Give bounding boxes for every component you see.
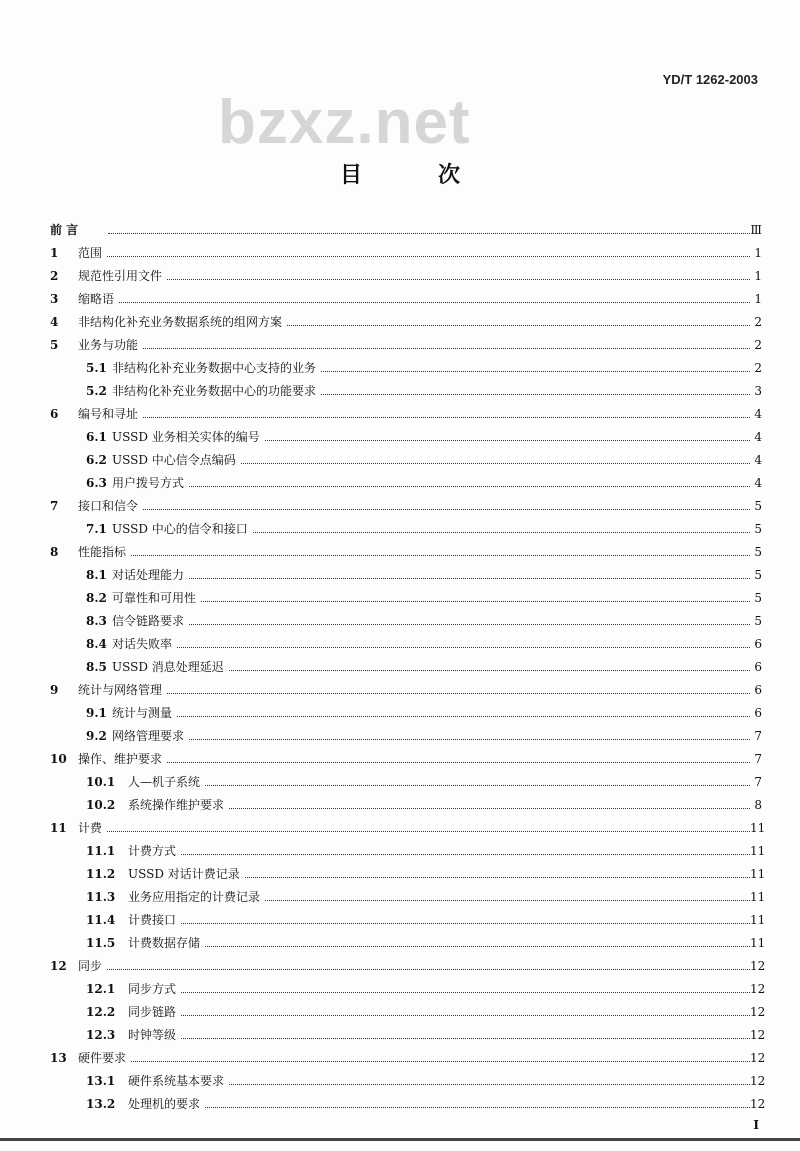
toc-entry[interactable] [0,633,800,656]
toc-entry-number: 13.1 [86,1074,116,1088]
toc-entry-page: 12 [750,1047,762,1070]
toc-entry-number: 9.1 [86,706,107,720]
toc-entry[interactable] [0,288,800,311]
toc-entry-title: 信令链路要求 [112,610,188,633]
toc-entry-page: 7 [750,725,762,748]
leader-dots [88,831,752,832]
toc-entry[interactable] [0,610,800,633]
toc-entry-page: 12 [750,1093,762,1116]
leader-dots [138,785,752,786]
toc-entry-number: 5.2 [86,384,107,398]
toc-entry-number: 7.1 [86,522,107,536]
watermark: bzxz.net [218,88,471,157]
toc-entry-page: 6 [750,633,762,656]
toc-entry-title: USSD 消息处理延迟 [112,656,228,679]
toc-entry-number: 11.5 [86,936,116,950]
toc-entry-title: 编号和寻址 [78,403,142,426]
toc-entry-number: 8.3 [86,614,107,628]
toc-entry[interactable] [0,932,800,955]
toc-entry[interactable] [0,656,800,679]
toc-entry[interactable] [0,564,800,587]
toc-entry-title: 规范性引用文件 [78,265,166,288]
toc-entry[interactable] [0,449,800,472]
leader-dots [88,302,752,303]
toc-entry-number: 5 [50,338,59,352]
leader-dots [138,946,752,947]
toc-entry[interactable] [0,1093,800,1116]
toc-entry-title: 时钟等级 [128,1024,180,1047]
toc-entry-title: USSD 业务相关实体的编号 [112,426,264,449]
toc-entry-title: 硬件要求 [78,1047,130,1070]
toc-entry-page: 12 [750,978,762,1001]
toc-entry-title: 硬件系统基本要求 [128,1070,228,1093]
toc-entry-title: 非结构化补充业务数据中心支持的业务 [112,357,320,380]
toc-entry-number: 9 [50,683,59,697]
toc-entry-page: 4 [750,403,762,426]
toc-entry-page: 11 [750,863,762,886]
leader-dots [138,992,752,993]
toc-entry-page: 6 [750,679,762,702]
toc-entry-title: 系统操作维护要求 [128,794,228,817]
toc-entry[interactable] [0,426,800,449]
toc-entry[interactable] [0,495,800,518]
toc-entry[interactable] [0,955,800,978]
leader-dots [122,739,752,740]
leader-dots [122,647,752,648]
toc-entry-page: 11 [750,886,762,909]
toc-entry[interactable] [0,702,800,725]
toc-entry[interactable] [0,242,800,265]
toc-entry-title: 同步方式 [128,978,180,1001]
toc-entry-number: 11 [50,821,67,835]
toc-entry-title: 人—机子系统 [128,771,204,794]
toc-entry[interactable] [0,1070,800,1093]
toc-entry[interactable] [0,978,800,1001]
toc-entry-number: 8 [50,545,59,559]
leader-dots [122,716,752,717]
leader-dots [88,969,752,970]
leader-dots [138,1107,752,1108]
toc-entry-number: 10 [50,752,67,766]
toc-entry-title: 范围 [78,242,106,265]
toc-entry-number: 13.2 [86,1097,116,1111]
leader-dots [138,923,752,924]
toc-entry-number: 10.1 [86,775,116,789]
toc-entry-page: 4 [750,449,762,472]
leader-dots [138,808,752,809]
toc-entry-page: 2 [750,334,762,357]
leader-dots [138,1015,752,1016]
leader-dots [122,578,752,579]
toc-entry[interactable] [0,863,800,886]
toc-entry-number: 9.2 [86,729,107,743]
toc-entry[interactable] [0,909,800,932]
toc-entry-number: 12.3 [86,1028,116,1042]
toc-entry-title: 计费接口 [128,909,180,932]
leader-dots [108,233,752,234]
toc-entry-title: 网络管理要求 [112,725,188,748]
toc-entry-title: 非结构化补充业务数据系统的组网方案 [78,311,286,334]
toc-entry-title: 处理机的要求 [128,1093,204,1116]
toc-entry-number: 6.3 [86,476,107,490]
title-char: 次 [438,163,461,188]
toc-entry-number: 11.3 [86,890,116,904]
toc-entry[interactable] [0,840,800,863]
title-char: 目 [339,163,362,188]
toc-entry[interactable] [0,1001,800,1024]
toc-entry-page: 5 [750,495,762,518]
toc-entry[interactable] [0,886,800,909]
leader-dots [88,762,752,763]
toc-entry-number: 4 [50,315,59,329]
toc-entry-number: 11.4 [86,913,116,927]
toc-entry-number: 8.4 [86,637,107,651]
toc-entry-number: 8.2 [86,591,107,605]
footer-rule [0,1138,800,1141]
toc-entry-title: 操作、维护要求 [78,748,166,771]
leader-dots [122,601,752,602]
toc-entry-title: 同步 [78,955,106,978]
toc-entry-page: 11 [750,932,762,955]
toc-entry-title: 业务与功能 [78,334,142,357]
toc-entry[interactable] [0,265,800,288]
toc-entry[interactable] [0,518,800,541]
toc-entry-title: 统计与网络管理 [78,679,166,702]
toc-entry-title: 对话失败率 [112,633,176,656]
toc-entry[interactable] [0,541,800,564]
toc-entry-title: USSD 中心的信令和接口 [112,518,252,541]
toc-entry-page: 8 [750,794,762,817]
leader-dots [138,1084,752,1085]
toc-entry-title: 对话处理能力 [112,564,188,587]
toc-entry-title: 可靠性和可用性 [112,587,200,610]
toc-entry-title: 统计与测量 [112,702,176,725]
leader-dots [88,256,752,257]
toc-entry-number: 12.2 [86,1005,116,1019]
toc-entry[interactable] [0,357,800,380]
toc-entry[interactable] [0,725,800,748]
toc-entry-title: 性能指标 [78,541,130,564]
leader-dots [122,486,752,487]
toc-entry-number: 8.1 [86,568,107,582]
toc-entry-page: 5 [750,541,762,564]
toc-entry-page: 12 [750,1024,762,1047]
page-number: I [753,1118,759,1132]
toc-entry-number: 6 [50,407,59,421]
toc-entry-page: Ⅲ [750,219,762,242]
toc-entry-page: 12 [750,1001,762,1024]
leader-dots [88,693,752,694]
toc-entry[interactable] [0,817,800,840]
toc-entry[interactable] [0,1047,800,1070]
toc-entry-title: 用户拨号方式 [112,472,188,495]
toc-entry[interactable] [0,380,800,403]
toc-entry-number: 10.2 [86,798,116,812]
toc-entry-title: 计费数据存储 [128,932,204,955]
toc-entry-page: 12 [750,1070,762,1093]
leader-dots [88,555,752,556]
toc-entry-page: 1 [750,288,762,311]
leader-dots [88,1061,752,1062]
page-title [0,162,800,190]
leader-dots [88,509,752,510]
toc-entry[interactable] [0,334,800,357]
toc-entry-title: 同步链路 [128,1001,180,1024]
toc-entry-number: 1 [50,246,59,260]
toc-entry-number: 6.1 [86,430,107,444]
toc-entry-page: 11 [750,840,762,863]
toc-entry-page: 5 [750,564,762,587]
toc-entry-page: 5 [750,518,762,541]
leader-dots [122,624,752,625]
toc-entry-page: 4 [750,426,762,449]
toc-entry-page: 11 [750,817,762,840]
leader-dots [138,1038,752,1039]
toc-entry-page: 2 [750,311,762,334]
leader-dots [88,279,752,280]
toc-entry-page: 6 [750,702,762,725]
toc-entry-title: USSD 对话计费记录 [128,863,244,886]
toc-entry[interactable] [0,771,800,794]
toc-entry-number: 7 [50,499,59,513]
toc-entry-number: 前 言 [50,223,79,237]
toc-entry[interactable] [0,679,800,702]
toc-entry-title: USSD 中心信令点编码 [112,449,240,472]
toc-entry-page: 5 [750,587,762,610]
toc-entry-number: 12.1 [86,982,116,996]
toc-entry-title: 缩略语 [78,288,118,311]
toc-entry-page: 2 [750,357,762,380]
toc-entry-title: 接口和信令 [78,495,142,518]
toc-entry[interactable] [0,587,800,610]
toc-entry-number: 12 [50,959,67,973]
toc-entry[interactable] [0,472,800,495]
toc-entry-page: 11 [750,909,762,932]
toc-entry[interactable] [0,1024,800,1047]
toc-entry-number: 2 [50,269,59,283]
standard-code-header: YD/T 1262-2003 [662,72,758,87]
toc-entry-page: 7 [750,748,762,771]
leader-dots [88,348,752,349]
toc-entry-number: 13 [50,1051,67,1065]
toc-entry-page: 1 [750,242,762,265]
toc-entry[interactable] [0,219,800,242]
toc-entry[interactable] [0,311,800,334]
toc-entry[interactable] [0,794,800,817]
toc-entry-title: 计费 [78,817,106,840]
toc-entry-page: 7 [750,771,762,794]
toc-entry-page: 5 [750,610,762,633]
toc-entry-number: 8.5 [86,660,107,674]
toc-entry-number: 6.2 [86,453,107,467]
toc-entry-number: 5.1 [86,361,107,375]
toc-entry-page: 12 [750,955,762,978]
toc-entry-page: 3 [750,380,762,403]
toc-entry-title: 计费方式 [128,840,180,863]
toc-entry-number: 11.1 [86,844,116,858]
toc-entry-title: 业务应用指定的计费记录 [128,886,264,909]
toc-entry-number: 3 [50,292,59,306]
toc-entry-number: 11.2 [86,867,116,881]
leader-dots [88,417,752,418]
toc-entry-page: 1 [750,265,762,288]
toc-entry[interactable] [0,748,800,771]
toc-entry-page: 6 [750,656,762,679]
toc-entry[interactable] [0,403,800,426]
toc-entry-page: 4 [750,472,762,495]
toc-entry-title: 非结构化补充业务数据中心的功能要求 [112,380,320,403]
leader-dots [138,854,752,855]
